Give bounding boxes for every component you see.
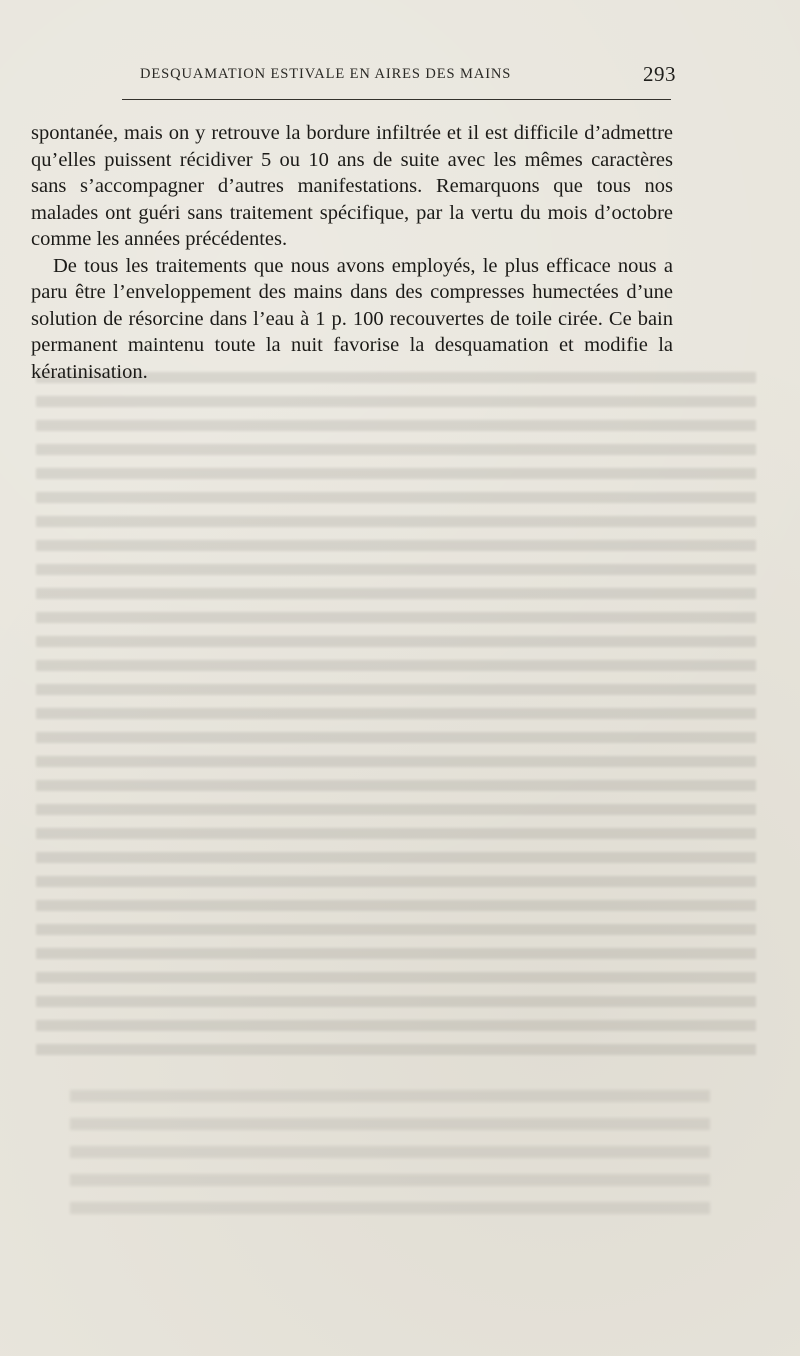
page-header	[30, 64, 678, 90]
show-through-text	[36, 372, 756, 1062]
paragraph-1: spontanée, mais on y retrouve la bordure infiltrée et il est difficile d’admettre qu’elles puissent récidiver 5 ou 10 ans de suite avec les mêmes caractères sans s’accompagner d’autres manifestations. Remarquons que tous nos malades ont guéri sans traitement spécifique, par la vertu du mois d’octobre comme les années précédentes.	[31, 122, 673, 250]
show-through-text-lower	[70, 1090, 710, 1230]
header-rule	[122, 99, 671, 100]
paragraph-2: De tous les traitements que nous avons employés, le plus efficace nous a paru être l’enveloppement des mains dans des compresses humectées d’une solution de résorcine dans l’eau à 1 p. 100 recouvertes de toile cirée. Ce bain permanent maintenu toute la nuit favorise la desquamation et modifie la kératinisation.	[31, 254, 673, 383]
body-text	[31, 120, 673, 385]
page-number: 293	[643, 62, 676, 86]
running-title: DESQUAMATION ESTIVALE EN AIRES DES MAINS	[140, 66, 512, 82]
